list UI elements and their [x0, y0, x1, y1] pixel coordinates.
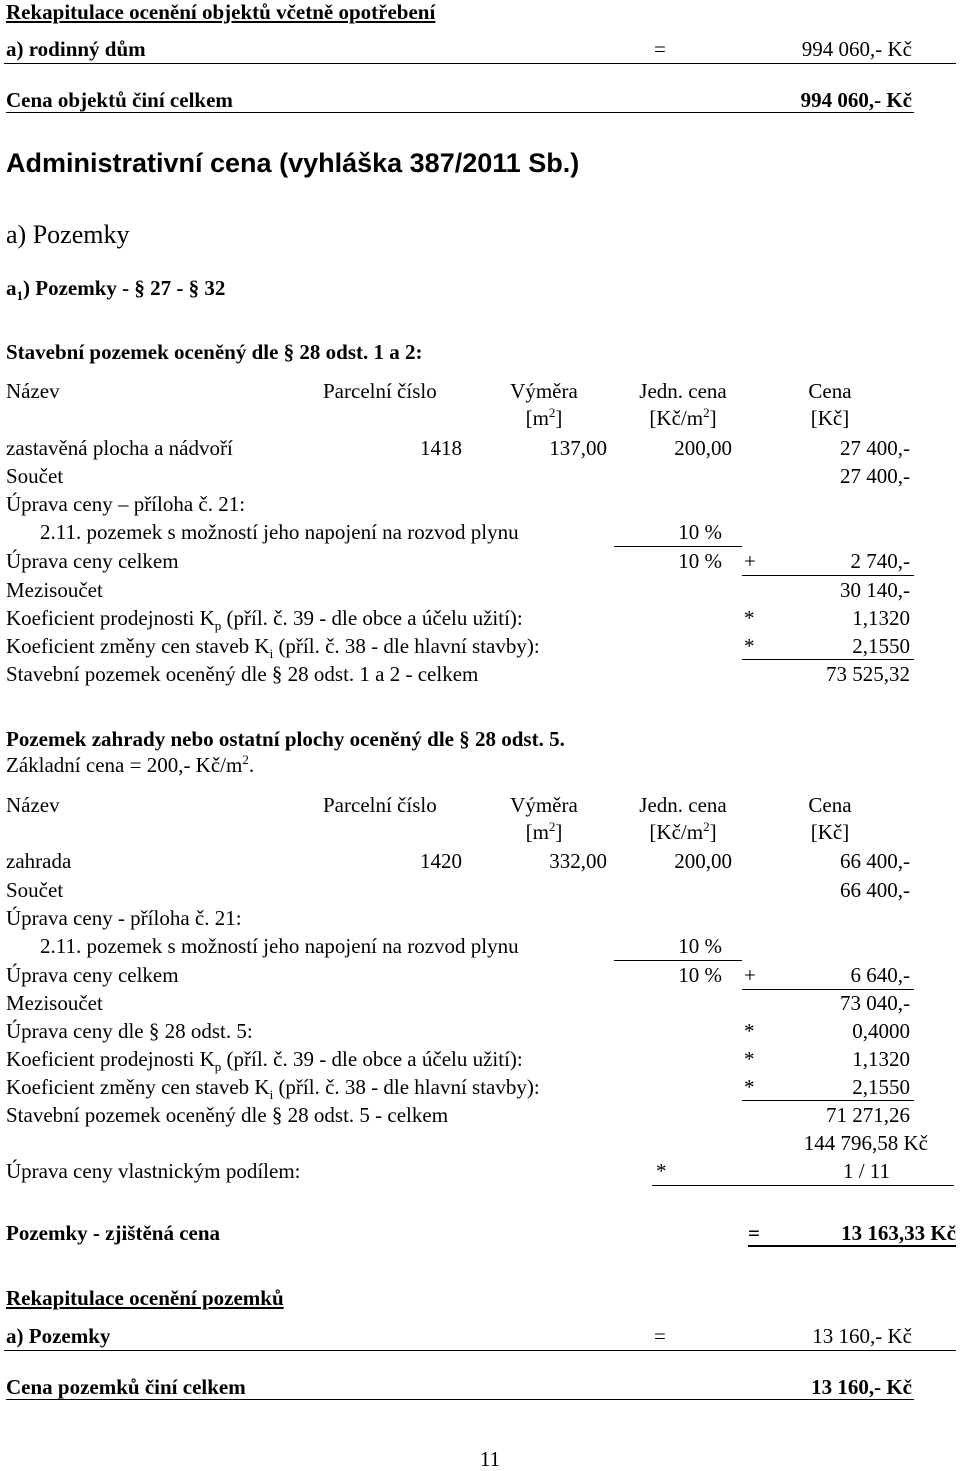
- parcel2-header-area-unit: $[m^2]$: [525, 819, 563, 844]
- divider: [742, 1100, 914, 1101]
- parcel2-kp-op: *: [744, 1047, 755, 1071]
- recap-land-item-eq: =: [654, 1324, 666, 1348]
- parcel1-kp-op: *: [744, 606, 755, 630]
- parcel2-header-area: Výměra: [510, 793, 578, 817]
- parcel2-adj28-op: *: [744, 1019, 755, 1043]
- parcel1-sum-value: 27 400,-: [840, 464, 910, 488]
- parcel2-adj-item-pct: 10 %: [678, 934, 722, 958]
- parcel1-header-area-unit: $[m^2]$: [525, 405, 563, 430]
- recap-buildings-total-value: 994 060,- Kč: [800, 88, 912, 112]
- recap-land-total-value: 13 160,- Kč: [811, 1375, 912, 1399]
- parcel2-adj-total-op: +: [744, 963, 756, 987]
- page-number: 11: [479, 1447, 501, 1471]
- parcel1-ki-value: 2,1550: [852, 634, 910, 658]
- parcel2-header-price: Cena: [808, 793, 852, 817]
- parcel2-header-name: Název: [6, 793, 60, 817]
- parcel1-row-area: 137,00: [549, 436, 607, 460]
- parcel1-header-price: Cena: [808, 379, 852, 403]
- admin-title: Administrativní cena (vyhláška 387/2011 Sb.): [6, 148, 580, 178]
- parcel2-ki-value: 2,1550: [852, 1075, 910, 1099]
- parcel2-total-value: 71 271,26: [826, 1103, 910, 1127]
- parcel1-adj-label: Úprava ceny – příloha č. 21:: [6, 492, 246, 516]
- parcel1-row-name: zastavěná plocha a nádvoří: [6, 436, 233, 460]
- recap-buildings-item-label: a) rodinný dům: [6, 37, 146, 61]
- ownership-value: 1 / 11: [842, 1159, 890, 1183]
- parcel2-row-area: 332,00: [549, 849, 607, 873]
- parcel1-title: Stavební pozemek oceněný dle § 28 odst. 1 a 2:: [6, 340, 423, 364]
- parcel2-subtotal-value: 73 040,-: [840, 991, 910, 1015]
- parcel2-sum-label: Součet: [6, 878, 64, 902]
- parcel2-kp-label: Koeficient prodejnosti $K_p$ (příl. č. 39 - dle obce a účelu užití):: [6, 1047, 523, 1075]
- parcel1-header-unit-price: Jedn. cena: [639, 379, 727, 403]
- parcel1-adj-item: 2.11. pozemek s možností jeho napojení na rozvod plynu: [40, 520, 519, 544]
- divider: [742, 659, 914, 660]
- parcel2-adj-label: Úprava ceny - příloha č. 21:: [6, 906, 242, 930]
- parcel2-ki-op: *: [744, 1075, 755, 1099]
- parcel2-row-parcel: 1420: [420, 849, 462, 873]
- parcel1-total-label: Stavební pozemek oceněný dle § 28 odst. 1 a 2 - celkem: [6, 662, 479, 686]
- recap-buildings-total-label: Cena objektů činí celkem: [6, 88, 233, 112]
- parcel1-adj-total-pct: 10 %: [678, 549, 722, 573]
- parcel2-header-unit-price-unit: $[Kč/m^2]$: [649, 819, 717, 844]
- parcel2-kp-value: 1,1320: [852, 1047, 910, 1071]
- ownership-op: *: [656, 1159, 667, 1183]
- divider: [4, 63, 956, 64]
- parcel1-adj-total-label: Úprava ceny celkem: [6, 549, 179, 573]
- parcel1-total-value: 73 525,32: [826, 662, 910, 686]
- parcel1-ki-op: *: [744, 634, 755, 658]
- divider: [742, 989, 914, 990]
- divider: [6, 112, 914, 113]
- land-result-value: 13 163,33 Kč: [841, 1221, 956, 1245]
- divider: [742, 575, 914, 576]
- parcel2-header-unit-price: Jedn. cena: [639, 793, 727, 817]
- parcel2-adj28-label: Úprava ceny dle § 28 odst. 5:: [6, 1019, 253, 1043]
- parcel2-adj-total-label: Úprava ceny celkem: [6, 963, 179, 987]
- parcel2-row-unit-price: 200,00: [674, 849, 732, 873]
- parcel2-header-parcel: Parcelní číslo: [323, 793, 437, 817]
- parcel1-subtotal-label: Mezisoučet: [6, 578, 103, 602]
- section-a-title: a) Pozemky: [6, 220, 130, 249]
- parcel2-adj28-value: 0,4000: [852, 1019, 910, 1043]
- divider: [614, 546, 742, 547]
- section-a1-title: $a_1$) Pozemky - § 27 - § 32: [6, 276, 226, 304]
- parcel2-header-price-unit: [Kč]: [810, 820, 850, 844]
- land-result-eq: =: [748, 1221, 760, 1245]
- parcel1-sum-label: Součet: [6, 464, 64, 488]
- parcel1-kp-label: Koeficient prodejnosti $K_p$ (příl. č. 39 - dle obce a účelu užití):: [6, 606, 523, 634]
- parcel1-header-unit-price-unit: $[Kč/m^2]$: [649, 405, 717, 430]
- ownership-label: Úprava ceny vlastnickým podílem:: [6, 1159, 301, 1183]
- parcel2-ki-label: Koeficient změny cen staveb $K_i$ (příl. č. 38 - dle hlavní stavby):: [6, 1075, 540, 1103]
- parcel1-header-area: Výměra: [510, 379, 578, 403]
- divider: [652, 1185, 954, 1186]
- parcel1-header-parcel: Parcelní číslo: [323, 379, 437, 403]
- parcel2-adj-total-value: 6 640,-: [850, 963, 910, 987]
- recap-land-total-label: Cena pozemků činí celkem: [6, 1375, 246, 1399]
- parcel1-subtotal-value: 30 140,-: [840, 578, 910, 602]
- parcel2-base-price: Základní cena = 200,- $Kč/m^2$.: [6, 752, 255, 777]
- parcel2-adj-item: 2.11. pozemek s možností jeho napojení na rozvod plynu: [40, 934, 519, 958]
- parcel2-row-name: zahrada: [6, 849, 72, 873]
- divider: [614, 960, 742, 961]
- divider: [748, 1245, 956, 1247]
- recap-land-item-value: 13 160,- Kč: [812, 1324, 912, 1348]
- recap-land-item-label: a) Pozemky: [6, 1324, 111, 1348]
- parcel1-ki-label: Koeficient změny cen staveb $K_i$ (příl. č. 38 - dle hlavní stavby):: [6, 634, 540, 662]
- recap-land-title: Rekapitulace ocenění pozemků: [6, 1286, 284, 1310]
- recap-buildings-item-value: 994 060,- Kč: [801, 37, 912, 61]
- parcel2-row-price: 66 400,-: [840, 849, 910, 873]
- divider: [4, 1350, 956, 1351]
- parcel1-header-name: Název: [6, 379, 60, 403]
- parcel1-adj-item-pct: 10 %: [678, 520, 722, 544]
- parcel1-row-parcel: 1418: [420, 436, 462, 460]
- parcel1-row-unit-price: 200,00: [674, 436, 732, 460]
- recap-buildings-item-eq: =: [654, 37, 666, 61]
- parcel2-total-label: Stavební pozemek oceněný dle § 28 odst. 5 - celkem: [6, 1103, 449, 1127]
- grand-sum-value: 144 796,58 Kč: [803, 1131, 928, 1155]
- parcel1-row-price: 27 400,-: [840, 436, 910, 460]
- recap-buildings-title: Rekapitulace ocenění objektů včetně opotřebení: [6, 0, 436, 24]
- parcel1-kp-value: 1,1320: [852, 606, 910, 630]
- parcel2-title: Pozemek zahrady nebo ostatní plochy oceněný dle § 28 odst. 5.: [6, 727, 565, 751]
- parcel1-header-price-unit: [Kč]: [810, 406, 850, 430]
- parcel2-adj-total-pct: 10 %: [678, 963, 722, 987]
- land-result-label: Pozemky - zjištěná cena: [6, 1221, 221, 1245]
- parcel1-adj-total-op: +: [744, 549, 756, 573]
- divider: [6, 1399, 914, 1400]
- parcel1-adj-total-value: 2 740,-: [850, 549, 910, 573]
- parcel2-sum-value: 66 400,-: [840, 878, 910, 902]
- parcel2-subtotal-label: Mezisoučet: [6, 991, 103, 1015]
